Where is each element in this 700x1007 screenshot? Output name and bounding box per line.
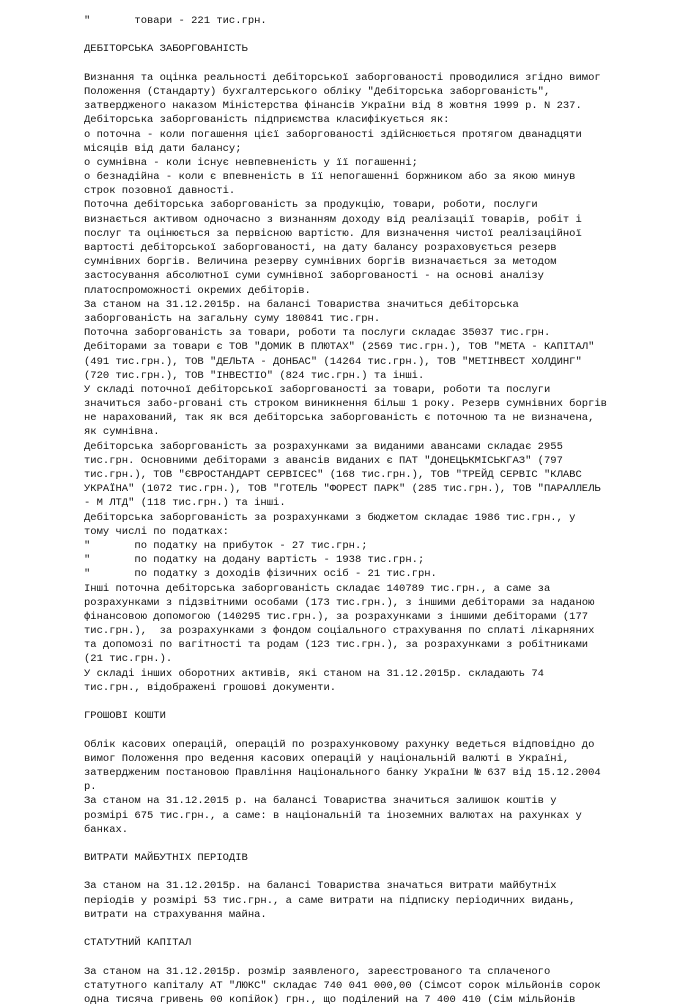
document-page (84, 14, 684, 1007)
text-line: - М ЛТД" (118 тис.грн.) та інші. (84, 497, 286, 510)
text-line: та допомозі по вагітності та родам (123 тис.грн.), за розрахунками з робітниками (84, 639, 589, 652)
text-line: як сумнівна. (84, 426, 160, 439)
text-line: " по податку на прибуток - 27 тис.грн.; (84, 539, 368, 552)
blank-line (84, 865, 684, 879)
blank-line (84, 922, 684, 936)
text-line: одна тисяча гривень 00 копійок) грн., що поділений на 7 400 410 (Сім мільйонів (84, 993, 576, 1006)
text-line: тис.грн. Основними дебіторами з авансів виданих є ПАТ "ДОНЕЦЬКМІСЬКГАЗ" (797 (84, 454, 563, 467)
text-line: Дебіторами за товари є ТОВ "ДОМИК В ПЛЮТАХ" (2569 тис.грн.), ТОВ "МЕТА - КАПІТАЛ" (84, 341, 595, 354)
blank-line (84, 950, 684, 964)
paragraph (84, 14, 684, 28)
text-line: За станом на 31.12.2015 р. на балансі Товариства значиться залишок коштів у (84, 795, 557, 808)
text-line: (720 тис.грн.), ТОВ "ІНВЕСТІО" (824 тис.грн.) та інші. (84, 369, 425, 382)
text-line: сумнівних боргів. Величина резерву сумнівних боргів визначається за методом (84, 256, 557, 269)
text-line: (491 тис.грн.), ТОВ "ДЕЛЬТА - ДОНБАС" (14264 тис.грн.), ТОВ "МЕТІНВЕСТ ХОЛДИНГ" (84, 355, 582, 368)
text-line: вимог Положення про ведення касових операцій у національній валюті в Україні, (84, 752, 570, 765)
text-line: За станом на 31.12.2015р. на балансі Товариства значиться дебіторська (84, 298, 519, 311)
text-line: (21 тис.грн.). (84, 653, 173, 666)
text-line: витрати на страхування майна. (84, 908, 267, 921)
blank-line (84, 837, 684, 851)
section-heading: ГРОШОВІ КОШТИ (84, 710, 166, 723)
text-line: розмірі 675 тис.грн., а саме: в національній та іноземних валютах на рахунках у (84, 809, 582, 822)
text-line: о поточна - коли погашення цієї заборгованості здійснюється протягом дванадцяти (84, 128, 582, 141)
text-line: Дебіторська заборгованість підприємства класифікується як: (84, 114, 450, 127)
text-line: " по податку з доходів фізичних осіб - 21 тис.грн. (84, 568, 437, 581)
text-line: У складі поточної дебіторської заборгованості за товари, роботи та послуги (84, 383, 551, 396)
text-line: заборгованість на загальну суму 180841 тис.грн. (84, 312, 381, 325)
text-line: Облік касових операцій, операцій по розрахунковому рахунку ведеться відповідно до (84, 738, 595, 751)
text-line: банках. (84, 823, 129, 836)
text-line: тис.грн.), ТОВ "ЄВРОСТАНДАРТ СЕРВІСЕС" (168 тис.грн.), ТОВ "ТРЕЙД СЕРВІС "КЛАВС (84, 469, 582, 481)
text-line: тис.грн., відображені грошові документи. (84, 681, 337, 694)
text-line: " товари - 221 тис.грн. (84, 15, 267, 27)
blank-line (84, 723, 684, 737)
text-line: місяців від дати балансу; (84, 142, 242, 155)
text-line: строк позовної давності. (84, 185, 236, 198)
text-line: вартості дебіторської заборгованості, на дату балансу розраховується резерв (84, 242, 557, 254)
paragraph (84, 965, 684, 1007)
text-line: Дебіторська заборгованість за розрахунками з бюджетом складає 1986 тис.грн., у (84, 511, 576, 524)
text-line: За станом на 31.12.2015р. на балансі Товариства значаться витрати майбутніх (84, 880, 557, 893)
section-heading: СТАТУТНИЙ КАПІТАЛ (84, 937, 192, 950)
text-line: затвердженого наказом Міністерства фінансів України від 8 жовтня 1999 р. N 237. (84, 100, 582, 113)
text-line: Дебіторська заборгованість за розрахунками за виданими авансами складає 2955 (84, 440, 563, 453)
text-line: За станом на 31.12.2015р. розмір заявленого, зареєстрованого та сплаченого (84, 965, 551, 978)
text-line: значиться забо-рговані сть строком виникнення більш 1 року. Резерв сумнівних боргів (84, 398, 607, 411)
text-line: затвердженим постановою Правління Національного банку України № 637 від 15.12.2004 (84, 766, 601, 779)
text-line: УКРАЇНА" (1072 тис.грн.), ТОВ "ГОТЕЛЬ "ФОРЕСТ ПАРК" (285 тис.грн.), ТОВ "ПАРАЛЛЕЛЬ (84, 483, 601, 496)
blank-line (84, 57, 684, 71)
text-line: платоспроможності окремих дебіторів. (84, 284, 311, 297)
text-line: Інші поточна дебіторська заборгованість складає 140789 тис.грн., а саме за (84, 582, 551, 595)
text-line: визнається активом одночасно з визнанням доходу від реалізації товарів, робіт і (84, 213, 582, 226)
text-line: Поточна заборгованість за товари, роботи та послуги складає 35037 тис.грн. (84, 327, 551, 340)
text-line: Визнання та оцінка реальності дебіторської заборгованості проводилися згідно вимог (84, 71, 601, 84)
paragraph (84, 879, 684, 922)
blank-line (84, 695, 684, 709)
paragraph (84, 738, 684, 837)
text-line: розрахунками з підзвітними особами (173 тис.грн.), з іншими дебіторами за наданою (84, 596, 595, 609)
text-line: тис.грн.), за розрахунками з фондом соціального страхування по сплаті лікарняних (84, 625, 595, 638)
text-line: тому числі по податках: (84, 525, 229, 538)
text-line: о сумнівна - коли існує невпевненість у її погашенні; (84, 156, 418, 169)
text-line: У складі інших оборотних активів, які станом на 31.12.2015р. складають 74 (84, 667, 544, 680)
blank-line (84, 28, 684, 42)
text-line: не нарахований, так як вся дебіторська заборгованість є поточною та не визначена, (84, 412, 595, 425)
text-line: о безнадійна - коли є впевненість в її непогашенні боржником або за якою минув (84, 171, 576, 184)
text-line: періодів у розмірі 53 тис.грн., а саме витрати на підписку періодичних видань, (84, 894, 576, 907)
text-line: р. (84, 781, 97, 794)
text-line: послуг та оцінюється за первісною вартістю. Для визначення чистої реалізаційної (84, 227, 582, 240)
text-line: " по податку на додану вартість - 1938 тис.грн.; (84, 554, 425, 567)
text-line: Положення (Стандарту) бухгалтерського обліку "Дебіторська заборгованість", (84, 85, 551, 98)
section-heading: ДЕБІТОРСЬКА ЗАБОРГОВАНІСТЬ (84, 43, 248, 56)
paragraph (84, 71, 684, 695)
text-line: фінансовою допомогою (140295 тис.грн.), за розрахунками з іншими дебіторами (177 (84, 610, 589, 623)
section-heading: ВИТРАТИ МАЙБУТНІХ ПЕРІОДІВ (84, 852, 248, 865)
text-line: застосування абсолютної суми сумнівної заборгованості - на основі аналізу (84, 270, 544, 283)
text-line: статутного капіталу АТ "ЛЮКС" складає 740 041 000,00 (Сімсот сорок мільйонів сорок (84, 979, 601, 992)
text-line: Поточна дебіторська заборгованість за продукцію, товари, роботи, послуги (84, 199, 538, 212)
